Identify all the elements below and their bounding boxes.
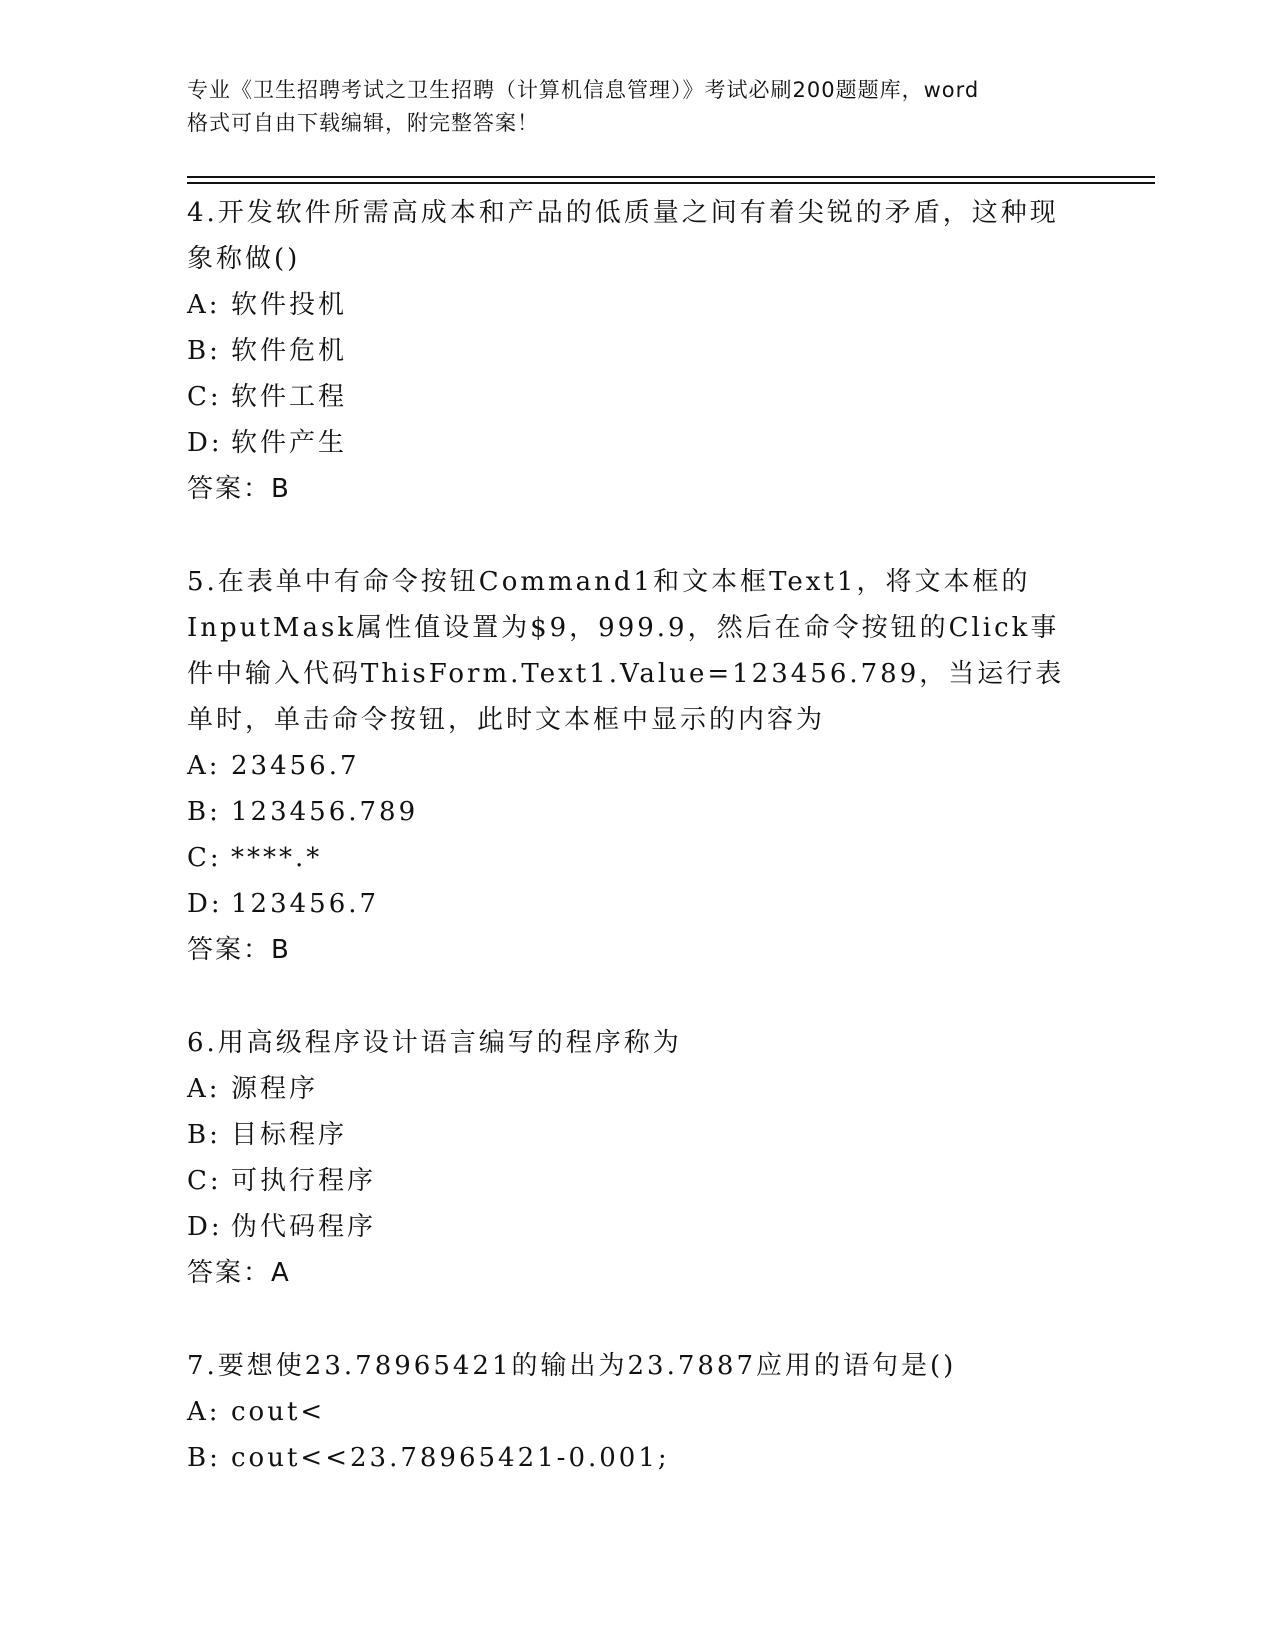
option-text: 123456.789 [231,797,419,827]
question-text: 7.要想使23.78965421的输出为23.7887应用的语句是() [187,1351,957,1381]
option-text: 目标程序 [231,1120,348,1150]
option-text: 23456.7 [231,751,360,781]
option-b [187,328,1087,374]
document-header [187,74,1087,140]
option-b [187,1435,1087,1481]
option-text: 可执行程序 [231,1166,377,1196]
header-line-1: 专业《卫生招聘考试之卫生招聘（计算机信息管理）》考试必刷200题题库，word [187,78,980,102]
question-5 [187,559,1087,973]
option-text: cout<<23.78965421-0.001; [231,1443,670,1473]
option-text: cout< [231,1397,326,1427]
option-c [187,835,1087,881]
option-text: 软件工程 [231,382,348,412]
option-a [187,282,1087,328]
question-6 [187,1020,1087,1296]
option-letter: B: [187,336,221,366]
option-letter: A: [187,1074,221,1104]
option-c [187,1158,1087,1204]
option-letter: A: [187,1397,221,1427]
option-letter: B: [187,1120,221,1150]
option-letter: B: [187,1443,221,1473]
option-letter: C: [187,382,222,412]
option-text: 软件危机 [231,336,348,366]
option-letter: A: [187,290,221,320]
option-text: 软件产生 [231,428,348,458]
question-text: 5.在表单中有命令按钮Command1和文本框Text1，将文本框的InputMask属性值设置为$9，999.9，然后在命令按钮的Click事件中输入代码ThisForm.Text1.Value=123456.789，当运行表单时，单击命令按钮，此时文本框中显示的内容为 [187,567,1065,735]
header-divider-top [187,176,1155,178]
answer: 答案：A [187,1258,291,1288]
option-a [187,743,1087,789]
option-d [187,420,1087,466]
option-text: ****.* [231,843,323,873]
option-text: 软件投机 [231,290,348,320]
option-letter: A: [187,751,221,781]
option-a [187,1066,1087,1112]
option-text: 源程序 [231,1074,319,1104]
option-c [187,374,1087,420]
option-a [187,1389,1087,1435]
question-text: 6.用高级程序设计语言编写的程序称为 [187,1028,682,1058]
option-letter: B: [187,797,221,827]
option-b [187,789,1087,835]
option-text: 123456.7 [231,889,380,919]
option-b [187,1112,1087,1158]
question-7 [187,1343,1087,1481]
question-list [187,190,1087,1528]
option-letter: C: [187,1166,222,1196]
question-4 [187,190,1087,512]
option-d [187,1204,1087,1250]
option-letter: D: [187,1212,223,1242]
question-text: 4.开发软件所需高成本和产品的低质量之间有着尖锐的矛盾，这种现象称做() [187,198,1059,274]
option-d [187,881,1087,927]
option-letter: D: [187,889,223,919]
option-text: 伪代码程序 [231,1212,377,1242]
option-letter: C: [187,843,222,873]
header-divider-bottom [187,182,1155,184]
option-letter: D: [187,428,223,458]
header-line-2: 格式可自由下载编辑，附完整答案！ [187,111,539,135]
answer: 答案：B [187,935,291,965]
answer: 答案：B [187,474,291,504]
